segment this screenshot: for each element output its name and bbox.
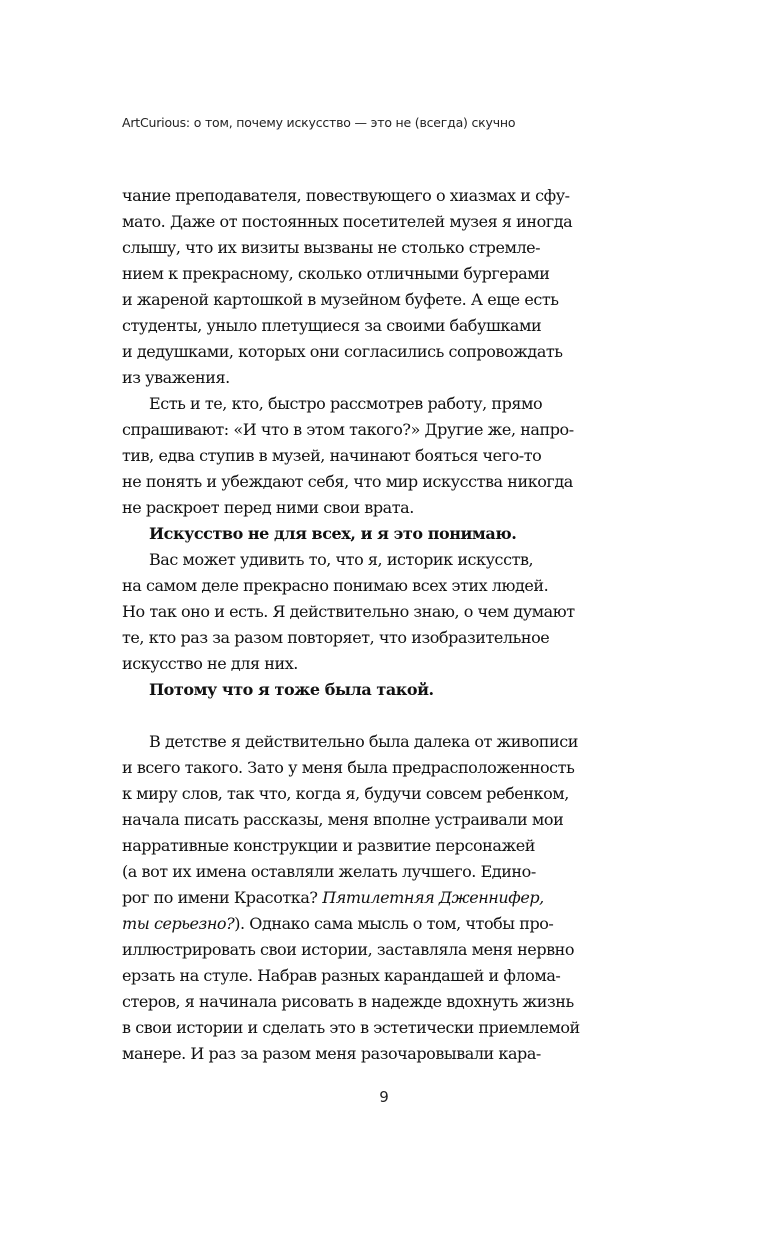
text-line: спрашивают: «И что в этом такого?» Другие же, напро- xyxy=(122,420,574,439)
italic-aside: Пятилетняя Дженнифер, xyxy=(322,888,544,907)
text-line: чание преподавателя, повествующего о хиазмах и сфу- xyxy=(122,186,570,205)
bold-statement: Потому что я тоже была такой. xyxy=(149,680,434,699)
text-line: Есть и те, кто, быстро рассмотрев работу, прямо xyxy=(149,394,543,413)
text-line xyxy=(122,911,642,937)
text-fragment: ). Однако сама мысль о том, чтобы про- xyxy=(234,914,554,933)
text-line: манере. И раз за разом меня разочаровывали кара- xyxy=(122,1044,541,1063)
text-line: к миру слов, так что, когда я, будучи совсем ребенком, xyxy=(122,784,569,803)
running-head: ArtCurious: о том, почему искусство — это не (всегда) скучно xyxy=(122,115,516,130)
text-line: и всего такого. Зато у меня была предрасположенность xyxy=(122,758,575,777)
text-line: стеров, я начинала рисовать в надежде вдохнуть жизнь xyxy=(122,992,574,1011)
text-line xyxy=(122,885,642,911)
text-line: из уважения. xyxy=(122,368,230,387)
text-line: на самом деле прекрасно понимаю всех этих людей. xyxy=(122,576,549,595)
text-line: Но так оно и есть. Я действительно знаю, о чем думают xyxy=(122,602,575,621)
bold-statement: Искусство не для всех, и я это понимаю. xyxy=(149,524,517,543)
text-line: тив, едва ступив в музей, начинают бояться чего-то xyxy=(122,446,542,465)
text-line: искусство не для них. xyxy=(122,654,298,673)
text-line: в свои истории и сделать это в эстетически приемлемой xyxy=(122,1018,580,1037)
section-break xyxy=(122,703,642,729)
text-line: и дедушками, которых они согласились сопровождать xyxy=(122,342,563,361)
text-line: и жареной картошкой в музейном буфете. А еще есть xyxy=(122,290,559,309)
text-line: студенты, уныло плетущиеся за своими бабушками xyxy=(122,316,542,335)
text-line: не понять и убеждают себя, что мир искусства никогда xyxy=(122,472,573,491)
text-line: нарративные конструкции и развитие персонажей xyxy=(122,836,535,855)
text-line: не раскроет перед ними свои врата. xyxy=(122,498,414,517)
text-fragment: рог по имени Красотка? xyxy=(122,888,323,907)
text-line: мато. Даже от постоянных посетителей музея я иногда xyxy=(122,212,573,231)
page-text xyxy=(122,183,642,1067)
italic-aside: ты серьезно? xyxy=(122,914,235,933)
text-line: иллюстрировать свои истории, заставляла меня нервно xyxy=(122,940,575,959)
text-line: нием к прекрасному, сколько отличными бургерами xyxy=(122,264,550,283)
text-line: В детстве я действительно была далека от живописи xyxy=(149,732,578,751)
page-number: 9 xyxy=(379,1088,389,1106)
text-line: слышу, что их визиты вызваны не столько стремле- xyxy=(122,238,541,257)
text-line: Вас может удивить то, что я, историк искусств, xyxy=(149,550,534,569)
text-line: ерзать на стуле. Набрав разных карандашей и флома- xyxy=(122,966,561,985)
text-line: (а вот их имена оставляли желать лучшего. Едино- xyxy=(122,862,536,881)
text-line: те, кто раз за разом повторяет, что изобразительное xyxy=(122,628,550,647)
text-line: начала писать рассказы, меня вполне устраивали мои xyxy=(122,810,564,829)
